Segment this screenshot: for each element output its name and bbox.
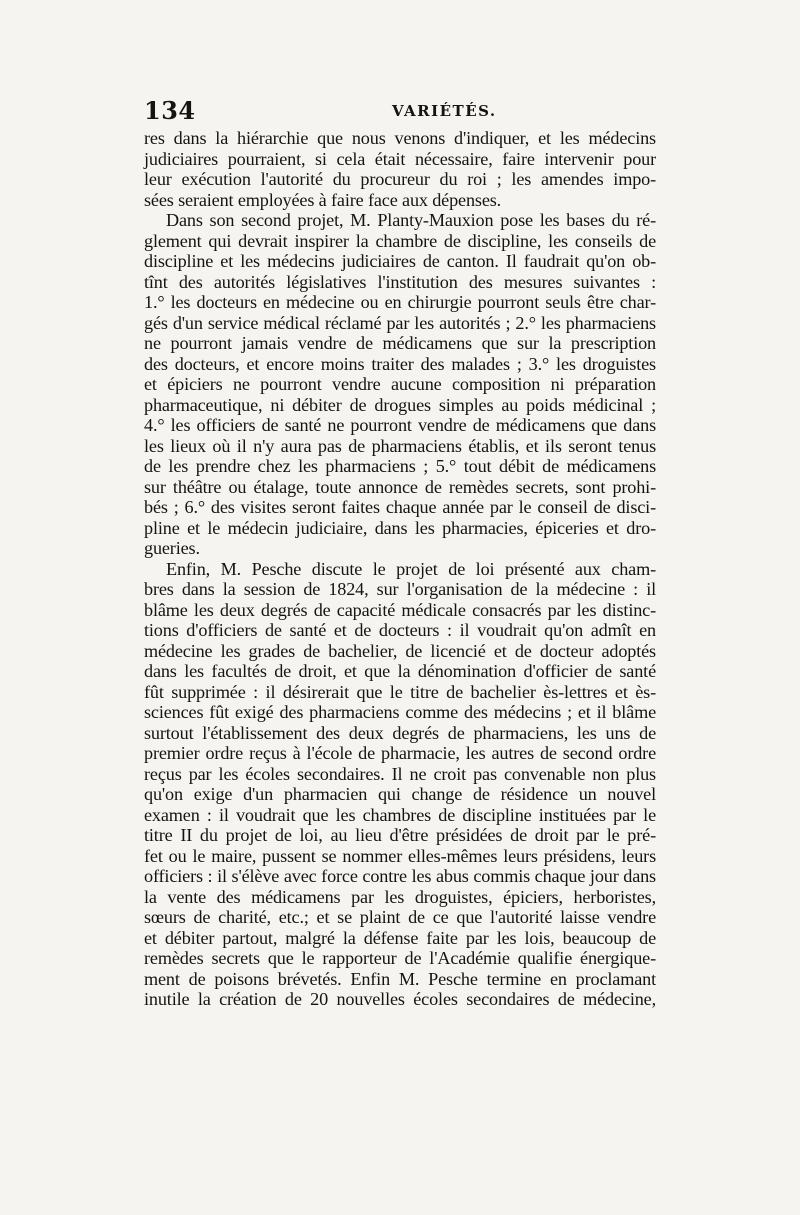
text-line: titre II du projet de loi, au lieu d'être présidées de droit par le pré- [144, 825, 656, 845]
text-line: sées seraient employées à faire face aux dépenses. [144, 189, 502, 210]
text-line: tions d'officiers de santé et de docteurs : il voudrait qu'on admît en [144, 620, 656, 640]
text-line: et débiter partout, malgré la défense faite par les lois, beaucoup de [144, 927, 656, 948]
text-line: blâme les deux degrés de capacité médicale consacrés par les distinc- [144, 599, 656, 620]
text-line: fût supprimée : il désirerait que le titre de bachelier ès-lettres et ès- [144, 681, 656, 702]
text-line: les lieux où il n'y aura pas de pharmaciens établis, et ils seront tenus [144, 435, 656, 456]
text-line: Dans son second projet, M. Planty-Mauxion pose les bases du ré- [166, 210, 656, 230]
text-line: la vente des médicamens par les droguistes, épiciers, herboristes, [144, 886, 656, 907]
text-line: ne pourront jamais vendre de médicamens que sur la prescription [144, 333, 656, 353]
text-line: sciences fût exigé des pharmaciens comme des médecins ; et il blâme [144, 702, 656, 722]
text-line: sur théâtre ou étalage, toute annonce de remèdes secrets, sont prohi- [144, 476, 656, 497]
text-line: inutile la création de 20 nouvelles écoles secondaires de médecine, [144, 989, 656, 1009]
page-number: 134 [144, 96, 196, 125]
text-line: examen : il voudrait que les chambres de discipline instituées par le [144, 804, 656, 825]
body-text [144, 128, 656, 1010]
text-line: premier ordre reçus à l'école de pharmacie, les autres de second ordre [144, 743, 656, 763]
text-line: fet ou le maire, pussent se nommer elles-mêmes leurs présidens, leurs [144, 845, 656, 866]
text-line: ment de poisons brévetés. Enfin M. Pesche termine en proclamant [144, 968, 656, 989]
text-line: 1.° les docteurs en médecine ou en chirurgie pourront seuls être char- [144, 292, 656, 312]
text-line: 4.° les officiers de santé ne pourront vendre de médicamens que dans [144, 415, 656, 435]
text-line: tînt des autorités législatives l'institution des mesures suivantes : [144, 271, 656, 292]
text-line: qu'on exige d'un pharmacien qui change de résidence un nouvel [144, 784, 656, 804]
text-line: res dans la hiérarchie que nous venons d'indiquer, et les médecins [144, 128, 656, 148]
text-line: surtout l'établissement des deux degrés de pharmaciens, les uns de [144, 722, 656, 743]
text-line: pline et le médecin judiciaire, dans les pharmacies, épiceries et dro- [144, 517, 656, 538]
text-line: reçus par les écoles secondaires. Il ne croit pas convenable non plus [144, 763, 656, 784]
text-line: des docteurs, et encore moins traiter des malades ; 3.° les droguistes [144, 353, 656, 374]
text-line: judiciaires pourraient, si cela était nécessaire, faire intervenir pour [144, 148, 656, 169]
text-line: gés d'un service médical réclamé par les autorités ; 2.° les pharmaciens [144, 312, 656, 333]
text-line: leur exécution l'autorité du procureur du roi ; les amendes impo- [144, 169, 656, 189]
text-line: médecine les grades de bachelier, de licencié et de docteur adoptés [144, 640, 656, 661]
text-line: et épiciers ne pourront vendre aucune composition ni préparation [144, 374, 656, 394]
text-line: glement qui devrait inspirer la chambre de discipline, les conseils de [144, 230, 656, 251]
page-header [144, 96, 656, 130]
text-line: de les prendre chez les pharmaciens ; 5.° tout débit de médicamens [144, 456, 656, 476]
text-line: pharmaceutique, ni débiter de drogues simples au poids médicinal ; [144, 394, 656, 415]
text-line: bres dans la session de 1824, sur l'organisation de la médecine : il [144, 579, 656, 599]
text-line: remèdes secrets que le rapporteur de l'Académie qualifie énergique- [144, 948, 656, 968]
text-line: bés ; 6.° des visites seront faites chaque année par le conseil de disci- [144, 497, 656, 517]
text-line: discipline et les médecins judiciaires de canton. Il faudrait qu'on ob- [144, 251, 656, 271]
text-line: gueries. [144, 538, 200, 558]
text-line: sœurs de charité, etc.; et se plaint de ce que l'autorité laisse vendre [144, 907, 656, 927]
text-line: Enfin, M. Pesche discute le projet de loi présenté aux cham- [166, 558, 656, 579]
running-head: VARIÉTÉS. [392, 102, 497, 120]
text-line: officiers : il s'élève avec force contre les abus commis chaque jour dans [144, 866, 656, 886]
text-line: dans les facultés de droit, et que la dénomination d'officier de santé [144, 661, 656, 681]
